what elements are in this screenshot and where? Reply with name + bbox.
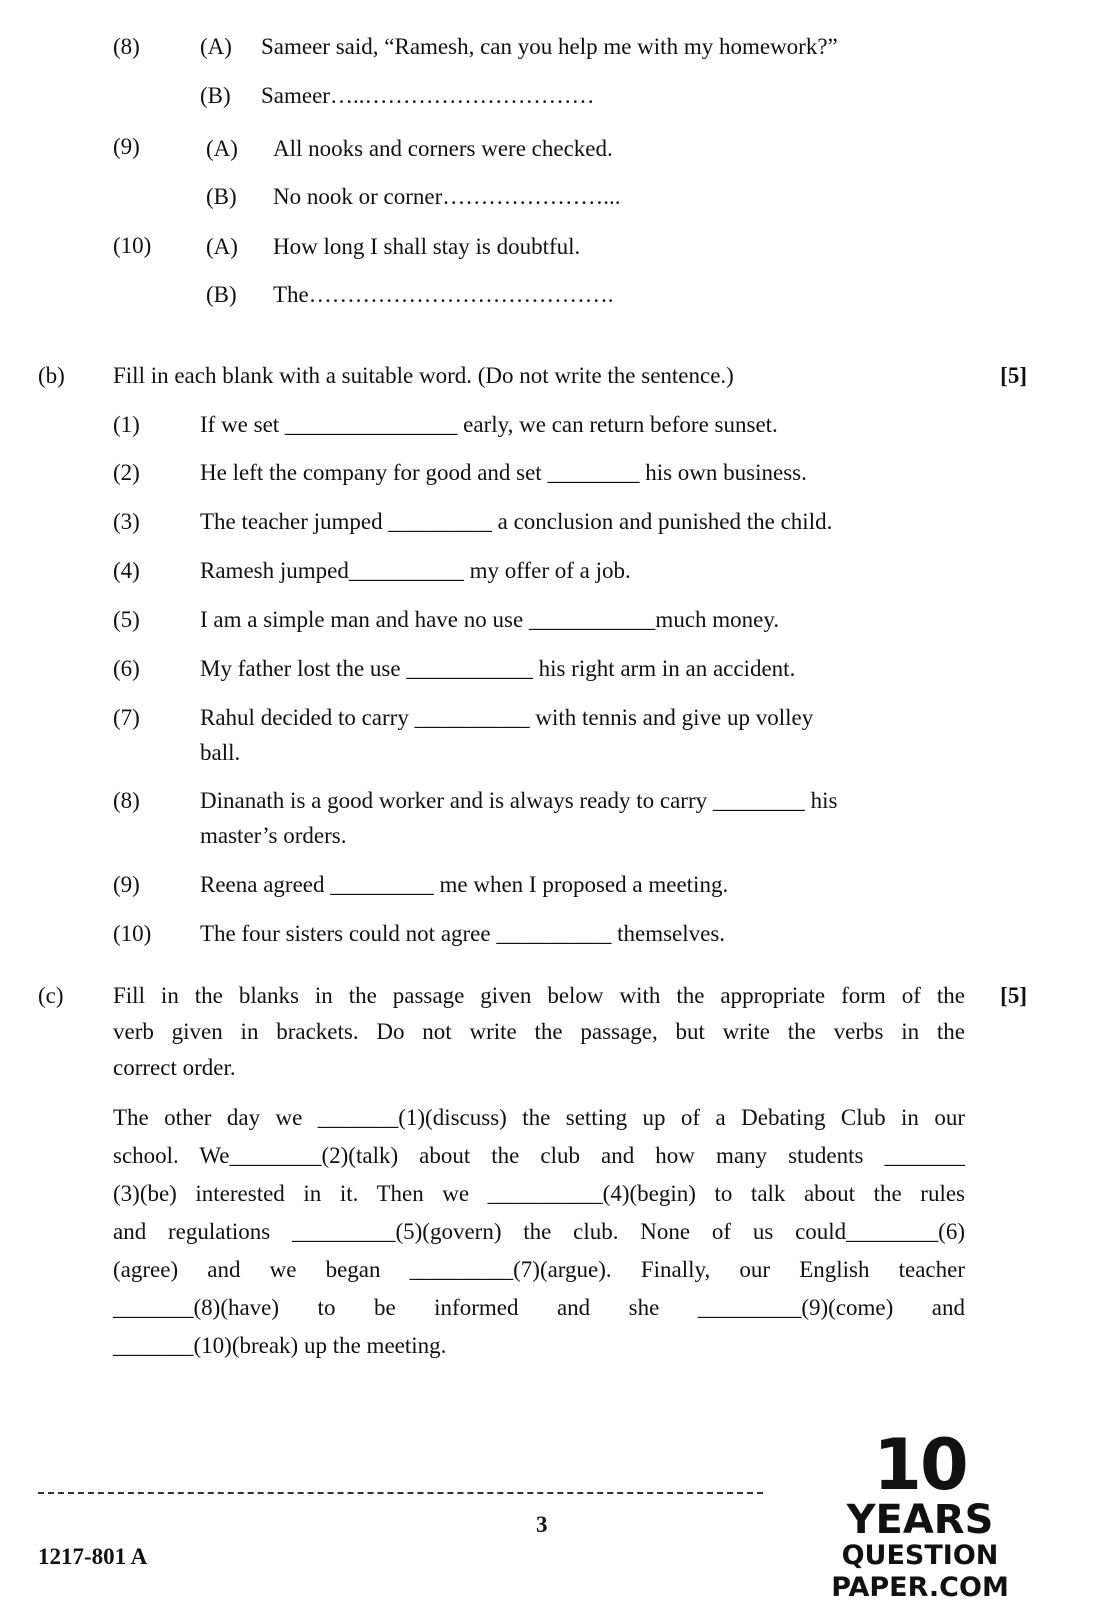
question-number: (6)	[113, 656, 140, 681]
site-logo	[760, 1424, 1080, 1604]
sentence-a: Sameer said, “Ramesh, can you help me with my homework?”	[261, 34, 838, 59]
question-text-continued: master’s orders.	[200, 823, 347, 848]
passage-line: (3)(be) interested in it. Then we __________(4)(begin) to talk about the rules	[113, 1181, 965, 1206]
section-instruction	[113, 978, 965, 1086]
option-label: (B)	[206, 184, 237, 209]
sentence-b: No nook or corner…………………...	[273, 184, 621, 209]
option-label: (B)	[206, 282, 237, 307]
logo-site: QUESTION PAPER.COM	[831, 1540, 1009, 1603]
question-text: Reena agreed _________ me when I proposed a meeting.	[200, 872, 729, 897]
section-marks: [5]	[1000, 363, 1027, 388]
question-text: I am a simple man and have no use ___________much money.	[200, 607, 780, 632]
question-number: (1)	[113, 412, 140, 437]
logo-word: YEARS	[846, 1497, 994, 1543]
passage-line: _______(8)(have) to be informed and she _________(9)(come) and	[113, 1295, 965, 1320]
item-number: (9)	[113, 134, 140, 159]
question-number: (4)	[113, 558, 140, 583]
question-number: (10)	[113, 921, 152, 946]
instruction-line: correct order.	[113, 1055, 236, 1080]
option-label: (A)	[206, 234, 238, 259]
section-label: (c)	[38, 983, 64, 1008]
logo-number: 10	[873, 1424, 967, 1506]
question-text: He left the company for good and set ________ his own business.	[200, 460, 807, 485]
question-text: Dinanath is a good worker and is always ready to carry ________ his	[200, 788, 838, 813]
question-text: The four sisters could not agree __________ themselves.	[200, 921, 726, 946]
footer-divider	[38, 1492, 763, 1494]
question-text-continued: ball.	[200, 740, 241, 765]
instruction-line: verb given in brackets. Do not write the passage, but write the verbs in the	[113, 1019, 965, 1044]
question-number: (8)	[113, 788, 140, 813]
instruction-line: Fill in the blanks in the passage given below with the appropriate form of the	[113, 983, 965, 1008]
option-label: (A)	[206, 136, 238, 161]
passage-line: The other day we _______(1)(discuss) the setting up of a Debating Club in our	[113, 1105, 965, 1130]
question-text: Ramesh jumped__________ my offer of a job.	[200, 558, 631, 583]
question-text: Rahul decided to carry __________ with tennis and give up volley	[200, 705, 814, 730]
question-number: (7)	[113, 705, 140, 730]
section-marks: [5]	[1000, 983, 1027, 1008]
question-text: If we set _______________ early, we can return before sunset.	[200, 412, 778, 437]
sentence-b: Sameer…..…………………………	[261, 83, 595, 108]
option-label: (A)	[200, 34, 232, 59]
question-number: (2)	[113, 460, 140, 485]
question-text: The teacher jumped _________ a conclusion and punished the child.	[200, 509, 833, 534]
option-label: (B)	[200, 83, 231, 108]
sentence-a: How long I shall stay is doubtful.	[273, 234, 581, 259]
passage-line: school. We________(2)(talk) about the club and how many students _______	[113, 1143, 965, 1168]
passage-line: _______(10)(break) up the meeting.	[113, 1333, 447, 1358]
page-number: 3	[536, 1512, 548, 1537]
question-number: (3)	[113, 509, 140, 534]
section-label: (b)	[38, 363, 65, 388]
passage-line: and regulations _________(5)(govern) the club. None of us could________(6)	[113, 1219, 965, 1244]
question-number: (9)	[113, 872, 140, 897]
question-text: My father lost the use ___________ his right arm in an accident.	[200, 656, 796, 681]
verb-passage	[113, 1099, 965, 1365]
passage-line: (agree) and we began _________(7)(argue). Finally, our English teacher	[113, 1257, 965, 1282]
paper-code: 1217-801 A	[38, 1544, 148, 1569]
item-number: (10)	[113, 233, 152, 258]
item-number: (8)	[113, 34, 140, 59]
sentence-a: All nooks and corners were checked.	[273, 136, 613, 161]
sentence-b: The………………………………….	[273, 282, 614, 307]
question-number: (5)	[113, 607, 140, 632]
section-instruction: Fill in each blank with a suitable word. (Do not write the sentence.)	[113, 363, 734, 388]
